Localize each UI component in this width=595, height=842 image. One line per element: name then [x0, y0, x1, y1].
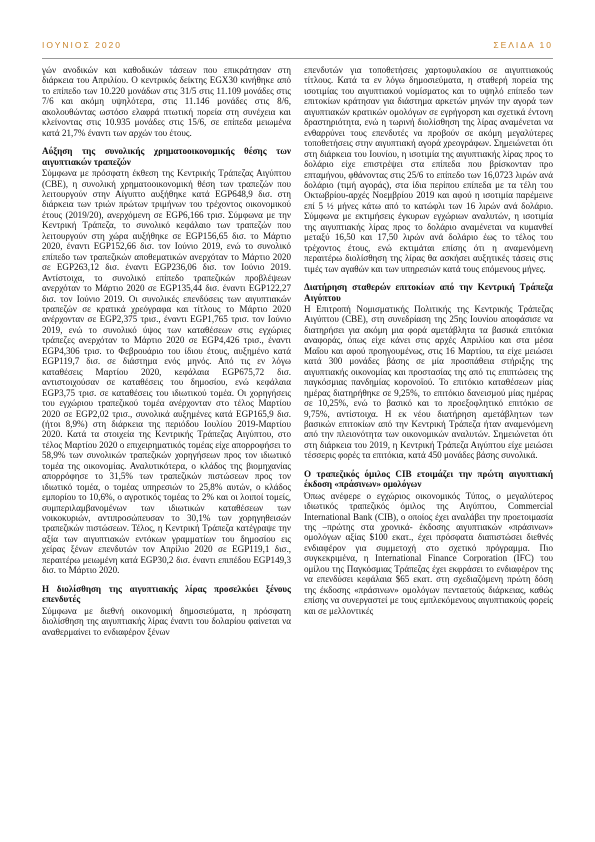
- paragraph: Σύμφωνα με διεθνή οικονομική δημοσιεύματα, η πρόσφατη διολίσθηση της αιγυπτιακής λίρας έναντι του δολαρίου φαίνεται να αναθερμαίνει το ενδιαφέρον ξένων: [42, 605, 291, 637]
- paragraph: γών ανοδικών και καθοδικών τάσεων που επικράτησαν στη διάρκεια του Απριλίου. Ο κεντρικός δείκτης EGX30 κινήθηκε από το επίπεδο των 10.220 μονάδων στις 31/5 στις 11.109 μονάδες στις 7/6 και ακόμη υψηλότερα, στις 11.146 μονάδες στις 8/6, ακολουθώντας ωστόσο ελαφρά πτωτική πορεία στη συνέχεια και κλείνοντας στις 10.935 μονάδες στις 15/6, σε επίπεδα μειωμένα κατά 21,7% έναντι των αρχών του έτους.: [42, 65, 291, 138]
- section-heading: Διατήρηση σταθερών επιτοκίων από την Κεντρική Τράπεζα Αιγύπτου: [304, 282, 553, 303]
- section-heading: Η διολίσθηση της αιγυπτιακής λίρας προσελκύει ξένους επενδυτές: [42, 583, 291, 605]
- header-rule: [42, 58, 553, 59]
- paragraph: Η Επιτροπή Νομισματικής Πολιτικής της Κεντρικής Τράπεζας Αιγύπτου (CBE), στη συνεδρίαση της 25ης Ιουνίου αποφάσισε να διατηρήσει για ακόμη μια φορά αμετάβλητα τα βασικά επιτόκια αναφοράς, όπως είχε κάνει στις αρχές Απριλίου και στα μέσα Μαΐου και αφού προηγουμένως, στις 16 Μαρτίου, τα είχε μειώσει κατά 300 μονάδες βάσης σε μία προσπάθεια στήριξης της αιγυπτιακής οικονομίας και προστασίας της από τις επιπτώσεις της παγκόσμιας πανδημίας κορονοϊού. Το επιτόκιο καταθέσεων μίας ημέρας διατηρήθηκε σε 9,25%, το επιτόκιο δανεισμού μίας ημέρας σε 10,25%, ενώ το βασικό και το προεξοφλητικό επιτόκιο σε 9,75%, αντίστοιχα. Η εκ νέου διατήρηση αμετάβλητων των βασικών επιτοκίων από την Κεντρική Τράπεζα ήταν αναμενόμενη από την πλειονότητα των οικονομικών αναλυτών. Σημειώνεται ότι στη διάρκεια του 2019, η Κεντρική Τράπεζα Αιγύπτου είχε μειώσει τέσσερις φορές τα επιτόκια, κατά 450 μονάδες βάσης συνολικά.: [304, 303, 553, 461]
- page-header: [42, 40, 553, 54]
- right-column: [304, 65, 553, 616]
- header-page-number: ΣΕΛΙΔΑ 10: [493, 40, 553, 50]
- paragraph: Όπως ανέφερε ο εγχώριος οικονομικός Τύπος, ο μεγαλύτερος ιδιωτικός τραπεζικός όμιλος της Αιγύπτου, Commercial International Bank (CIB), ο οποίος έχει αναλάβει την προετοιμασία της –πρώτης στα χρονικά- έκδοσης αιγυπτιακών «πράσινων» ομολόγων αξίας $100 εκατ., έχει πρόσφατα διαπιστώσει διεθνές ενδιαφέρον για συμμετοχή στο σχετικό πρόγραμμα. Πιο συγκεκριμένα, η International Finance Corporation (IFC) του ομίλου της Παγκόσμιας Τράπεζας έχει εκφράσει το ενδιαφέρον της να επενδύσει κεφάλαια $65 εκατ. στη σχεδιαζόμενη πρώτη δόση της έκδοσης «πράσινων» ομολόγων πενταετούς διάρκειας, καθώς επίσης να συνεργαστεί με τους εμπλεκόμενους αιγυπτιακούς φορείς και σε μελλοντικές: [304, 490, 553, 616]
- paragraph: επενδυτών για τοποθετήσεις χαρτοφυλακίου σε αιγυπτιακούς τίτλους. Κατά τα εν λόγω δημοσιεύματα, η σταθερή πορεία της ισοτιμίας του αιγυπτιακού νομίσματος και το υψηλό επίπεδο των επιτοκίων κράτησαν για διάστημα αρκετών μηνών την αγορά των αιγυπτιακών κρατικών ομολόγων σε εγρήγορση και σχετικά έντονη δραστηριότητα, ενώ η τωρινή διολίσθηση της λίρας αναμένεται να ενθαρρύνει τους επενδυτές να προβούν σε ακόμη μεγαλύτερες τοποθετήσεις στην αιγυπτιακή αγορά χρεογράφων. Σημειώνεται ότι στη διάρκεια του Ιουνίου, η ισοτιμία της αιγυπτιακής λίρας προς το δολάριο είχε επιστρέψει στα επίπεδα που βρίσκονταν προ επταμήνου, φθάνοντας στις 25/6 το επίπεδο των 16,0723 λιρών ανά δολάριο (τιμή αγοράς), στα ίδια περίπου επίπεδα με τα τέλη του Οκτωβρίου-αρχές Νοεμβρίου 2019 και αφού η ισοτιμία παρέμεινε επί 5 ½ μήνες κάτω από το κατώφλι των 16 λιρών ανά δολάριο. Σύμφωνα με εκτιμήσεις έγκυρων εγχώριων αναλυτών, η ισοτιμία της αιγυπτιακής λίρας προς το δολάριο αναμένεται να κυμανθεί μεταξύ 16,50 και 17,50 λιρών ανά δολάριο έως το τέλος του τρέχοντος έτους, ενώ εκτιμάται επίσης ότι η αναμενόμενη περαιτέρω διολίσθηση της λίρας θα ασκήσει αυξητικές τάσεις στις τιμές των αγαθών και των υπηρεσιών κατά τους επόμενους μήνες.: [304, 65, 553, 274]
- paragraph: Σύμφωνα με πρόσφατη έκθεση της Κεντρικής Τράπεζας Αιγύπτου (CBE), η συνολική χρηματοοικονομική θέση των τραπεζών που λειτουργούν στην Αίγυπτο αυξήθηκε κατά EGP648,9 δισ. στη διάρκεια των τριών πρώτων τριμήνων του τρέχοντος οικονομικού έτους (2019/20), ανερχόμενη σε EGP6,166 τρισ. Σύμφωνα με την Κεντρική Τράπεζα, το συνολικό κεφάλαιο των τραπεζών που λειτουργούν στη χώρα αυξήθηκε σε EGP156,65 δισ. το Μάρτιο 2020, έναντι EGP152,66 δισ. τον Ιούνιο 2019, ενώ το συνολικό επίπεδο των τραπεζικών αποθεματικών ανερχόταν το Μάρτιο 2020 σε EGP263,12 δισ. έναντι EGP236,06 δισ. τον Ιούνιο 2019. Αντίστοιχα, το συνολικό επίπεδο τραπεζικών προβλέψεων ανερχόταν το Μάρτιο 2020 σε EGP135,44 δισ. έναντι EGP122,27 δισ. τον Ιούνιο 2019. Οι συνολικές επενδύσεις των αιγυπτιακών τραπεζών σε κρατικά χρεόγραφα και τίτλους το Μάρτιο 2020 ανέρχονταν σε EGP2,375 τρισ., έναντι EGP1,765 τρισ. τον Ιούνιο 2019, ενώ το συνολικό ύψος των καταθέσεων στις εγχώριες τράπεζες ανερχόταν το Μάρτιο 2020 σε EGP4,426 τρισ., έναντι EGP4,306 τρισ. το Φεβρουάριο του ίδιου έτους, αυξημένο κατά EGP119,7 δισ. σε διάστημα ενός μηνός. Από τις εν λόγω καταθέσεις Μαρτίου 2020, κεφάλαια EGP675,72 δισ. αντιστοιχούσαν σε καταθέσεις του δημοσίου, ενώ κεφάλαια EGP3,75 τρισ. σε καταθέσεις του ιδιωτικού τομέα. Οι χορηγήσεις του εγχώριου τραπεζικού τομέα ανέρχονταν στο τέλος Μαρτίου 2020 σε EGP2,02 τρισ., συνολικά αυξημένες κατά EGP165,9 δισ. (ήτοι 8,9%) στη διάρκεια της περιόδου Ιουλίου 2019-Μαρτίου 2020. Κατά τα στοιχεία της Κεντρικής Τράπεζας Αιγύπτου, στο τέλος Μαρτίου 2020 ο επιχειρηματικός τομέας είχε απορροφήσει το 58,9% των συνολικών τραπεζικών χορηγήσεων προς τον ιδιωτικό τομέα της οικονομίας. Αναλυτικότερα, ο κλάδος της βιομηχανίας απορρόφησε το 31,5% των τραπεζικών πιστώσεων προς τον ιδιωτικό τομέα, ο τομέας υπηρεσιών το 25,8% αυτών, ο κλάδος εμπορίου το 10,6%, ο αγροτικός τομέας το 2% και οι λοιποί τομείς, συμπεριλαμβανομένων των ιδιωτικών καταθέσεων των νοικοκυριών, αντιπροσώπευσαν το 30,1% των χορηγηθεισών τραπεζικών πιστώσεων. Τέλος, η Κεντρική Τράπεζα κατέγραψε την αξία των αιγυπτιακών εντόκων γραμματίων του δημοσίου εις χείρας ξένων επενδυτών τον Απρίλιο 2020 σε EGP119,1 δισ., περαιτέρω μειωμένη κατά EGP30,2 δισ. έναντι επιπέδου EGP149,3 δισ. το Μάρτιο 2020.: [42, 168, 291, 576]
- section-heading: Ο τραπεζικός όμιλος CIB ετοιμάζει την πρώτη αιγυπτιακή έκδοση «πράσινων» ομολόγων: [304, 468, 553, 490]
- section-heading: Αύξηση της συνολικής χρηματοοικονομικής θέσης των αιγυπτιακών τραπεζών: [42, 146, 291, 167]
- header-date: ΙΟΥΝΙΟΣ 2020: [42, 40, 123, 50]
- left-column: [42, 65, 291, 637]
